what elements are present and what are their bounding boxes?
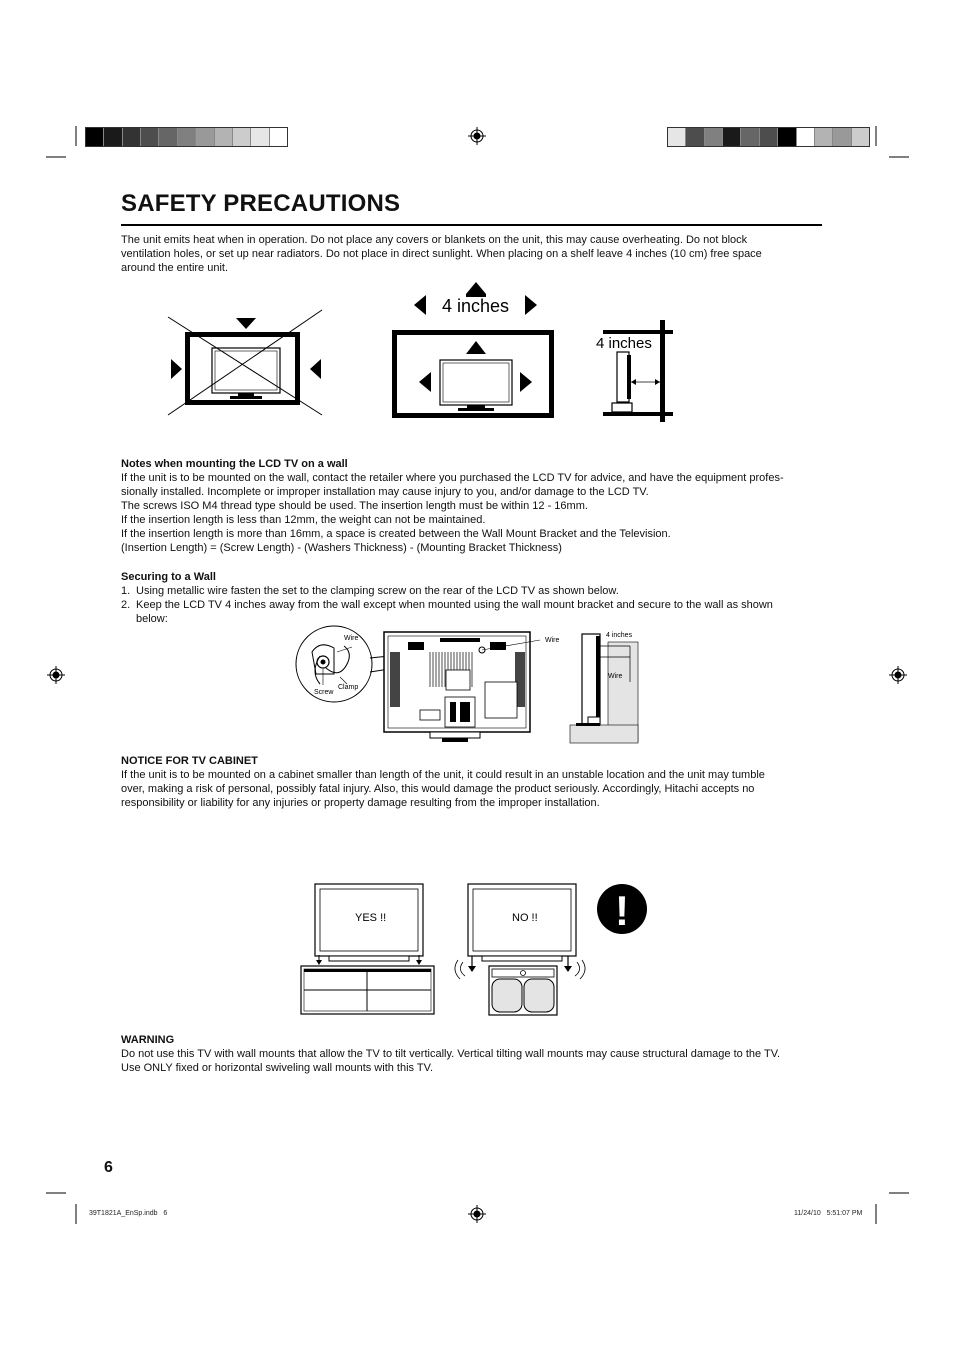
color-swatch — [760, 128, 778, 146]
mounting-line: If the unit is to be mounted on the wall, contact the retailer where you purchased the LCD TV for advice, and have the equipment profes- — [121, 472, 784, 484]
print-timestamp: 11/24/10 5:51:07 PM — [794, 1210, 863, 1217]
intro-line: The unit emits heat when in operation. Do not place any covers or blankets on the unit, this may cause overheating. Do not block — [121, 234, 748, 246]
item-text-continued: below: — [136, 613, 168, 625]
page-number: 6 — [104, 1159, 113, 1176]
side-clearance-diagram — [596, 320, 673, 422]
color-swatch — [778, 128, 796, 146]
mounting-line: sionally installed. Incomplete or improper installation may cause injury to you, and/or damage to the LCD TV. — [121, 486, 649, 498]
color-calibration-bar-right — [667, 127, 870, 147]
color-swatch — [178, 128, 196, 146]
registration-mark-bottom-icon — [468, 1205, 486, 1223]
file-info: 39T1821A_EnSp.indb 6 — [89, 1210, 168, 1217]
cabinet-line: If the unit is to be mounted on a cabinet smaller than length of the unit, it could result in an unstable location and the unit may tumble — [121, 769, 765, 781]
item-number: 2. — [121, 599, 131, 611]
securing-heading: Securing to a Wall — [121, 571, 216, 583]
intro-line: around the entire unit. — [121, 262, 229, 274]
color-swatch — [86, 128, 104, 146]
color-swatch — [833, 128, 851, 146]
tv-rear-diagram — [384, 632, 559, 742]
item-number: 1. — [121, 585, 131, 597]
wall-securing-figure — [290, 622, 650, 747]
mounting-line: The screws ISO M4 thread type should be used. The insertion length must be within 12 - 16mm. — [121, 500, 588, 512]
color-swatch — [686, 128, 704, 146]
mounting-line: If the insertion length is more than 16mm, a space is created between the Wall Mount Bracket and the Television. — [121, 528, 671, 540]
color-swatch — [141, 128, 159, 146]
color-swatch — [815, 128, 833, 146]
color-calibration-bar-left — [85, 127, 288, 147]
warning-exclamation-icon — [597, 884, 647, 934]
detail-screw-label: Screw — [314, 689, 334, 696]
mounting-line: (Insertion Length) = (Screw Length) - (Washers Thickness) - (Mounting Bracket Thickness) — [121, 542, 562, 554]
mounting-heading: Notes when mounting the LCD TV on a wall — [121, 458, 348, 470]
page-title: SAFETY PRECAUTIONS — [121, 190, 401, 217]
tv-side-wall-diagram — [570, 632, 638, 743]
title-rule — [121, 224, 822, 226]
warning-heading: WARNING — [121, 1034, 175, 1046]
cabinet-figure — [295, 880, 655, 1020]
no-label: NO !! — [512, 912, 538, 924]
color-swatch — [705, 128, 723, 146]
correct-placement-diagram — [392, 282, 554, 418]
cabinet-line: over, making a risk of personal, possibly fatal injury. Also, this would damage the product seriously. Accordingly, Hitachi accepts no — [121, 783, 755, 795]
intro-line: ventilation holes, or set up near radiators. Do not place in direct sunlight. When placing on a shelf leave 4 inches (10 cm) free space — [121, 248, 762, 260]
color-swatch — [852, 128, 869, 146]
cabinet-heading: NOTICE FOR TV CABINET — [121, 755, 258, 767]
intro-paragraph — [121, 233, 831, 275]
detail-wire-label: Wire — [344, 635, 359, 642]
clearance-figure — [160, 275, 690, 430]
warning-line: Use ONLY fixed or horizontal swiveling wall mounts with this TV. — [121, 1062, 434, 1074]
warning-symbol: ! — [615, 887, 629, 934]
mounting-paragraph — [121, 471, 831, 555]
color-swatch — [723, 128, 741, 146]
yes-diagram — [301, 884, 434, 1014]
securing-item-1 — [121, 584, 831, 598]
registration-mark-left-icon — [47, 666, 65, 684]
color-swatch — [215, 128, 233, 146]
item-text: Using metallic wire fasten the set to the clamping screw on the rear of the LCD TV as shown below. — [136, 585, 619, 597]
clearance-top-label: 4 inches — [442, 296, 510, 316]
color-swatch — [104, 128, 122, 146]
yes-label: YES !! — [355, 912, 387, 924]
color-swatch — [668, 128, 686, 146]
registration-mark-right-icon — [889, 666, 907, 684]
no-diagram — [455, 884, 585, 1015]
side-inches-label: 4 inches — [606, 632, 633, 639]
color-swatch — [123, 128, 141, 146]
color-swatch — [159, 128, 177, 146]
color-swatch — [233, 128, 251, 146]
mounting-line: If the insertion length is less than 12mm, the weight can not be maintained. — [121, 514, 486, 526]
side-wire-label: Wire — [608, 673, 623, 680]
color-swatch — [196, 128, 214, 146]
registration-mark-top-icon — [468, 127, 486, 145]
warning-line: Do not use this TV with wall mounts that allow the TV to tilt vertically. Vertical tilting wall mounts may cause structural damage to the TV. — [121, 1048, 781, 1060]
clearance-side-label: 4 inches — [596, 335, 652, 352]
warning-paragraph — [121, 1047, 831, 1075]
wrong-placement-diagram — [168, 310, 322, 415]
rear-wire-label: Wire — [545, 637, 560, 644]
color-swatch — [251, 128, 269, 146]
color-swatch — [270, 128, 287, 146]
cabinet-paragraph — [121, 768, 831, 810]
color-swatch — [797, 128, 815, 146]
detail-clamp-label: Clamp — [338, 684, 359, 691]
color-swatch — [741, 128, 759, 146]
cabinet-line: responsibility or liability for any injuries or property damage resulting from the improper installation. — [121, 797, 600, 809]
item-text: Keep the LCD TV 4 inches away from the wall except when mounted using the wall mount bracket and secure to the wall as shown — [136, 599, 773, 611]
